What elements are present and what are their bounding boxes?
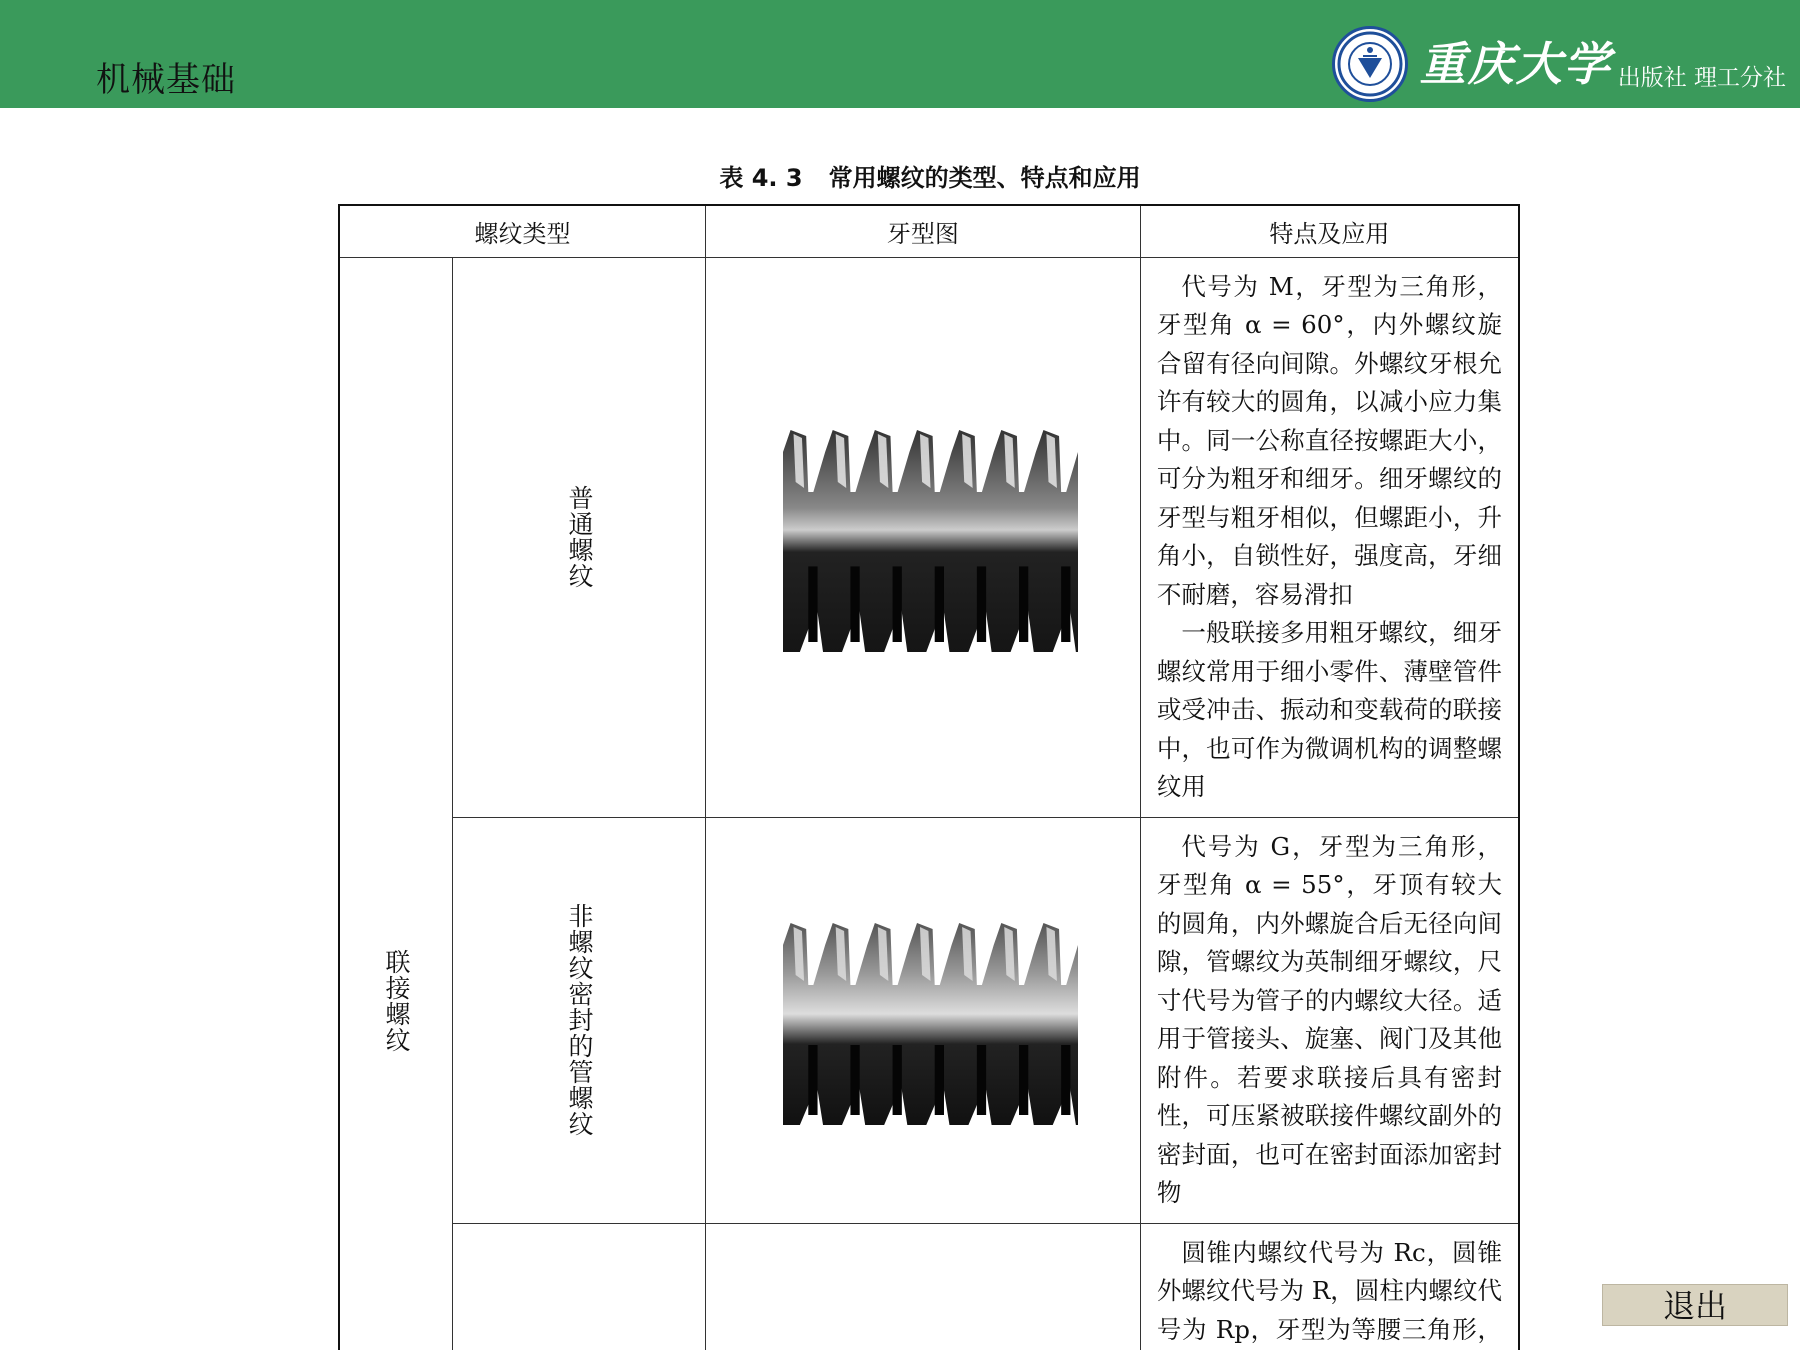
thread-root-shadow — [935, 1045, 944, 1115]
thread-types-table — [338, 204, 1520, 1350]
category-label: 联接螺纹 — [382, 948, 411, 1053]
thread-body-shape — [783, 430, 1078, 652]
figure-cell — [706, 257, 1141, 817]
thread-root-shadow — [850, 566, 859, 642]
thread-type-label: 非螺纹密封的管螺纹 — [565, 903, 594, 1137]
publisher-label: 出版社 理工分社 — [1617, 64, 1786, 91]
thread-root-shadow — [935, 566, 944, 642]
university-logo — [1332, 24, 1786, 104]
thread-root-shadow — [808, 1045, 817, 1115]
table-row — [339, 1223, 1519, 1350]
description-paragraph: 代号为 M，牙型为三角形，牙型角 α = 60°，内外螺纹旋合留有径向间隙。外螺纹牙根允许有较大的圆角，以减小应力集中。同一公称直径按螺距大小，可分为粗牙和细牙。细牙螺纹的牙型与粗牙相似，但螺距小，升角小，自锁性好，强度高，牙细不耐磨，容易滑扣 — [1156, 271, 1502, 609]
description-cell — [1140, 817, 1519, 1223]
thread-profile-image — [733, 895, 1113, 1145]
type-cell — [453, 1223, 706, 1350]
type-cell — [453, 257, 706, 817]
thread-root-shadow — [977, 566, 986, 642]
header-bar — [0, 0, 1800, 108]
thread-root-shadow — [1061, 1045, 1070, 1115]
description-paragraph: 一般联接多用粗牙螺纹，细牙螺纹常用于细小零件、薄壁管件或受冲击、振动和变载荷的联接中，也可作为微调机构的调整螺纹用 — [1156, 618, 1502, 801]
figure-cell — [706, 1223, 1141, 1350]
header-features: 特点及应用 — [1140, 205, 1519, 257]
table-header-row — [339, 205, 1519, 257]
thread-body-shape — [783, 923, 1078, 1125]
description-paragraph: 圆锥内螺纹代号为 Rc，圆锥外螺纹代号为 R，圆柱内螺纹代号为 Rp，牙型为等腰三角形， — [1156, 1237, 1502, 1344]
category-cell — [339, 257, 453, 1350]
table-caption-number: 表 4. 3 — [719, 164, 803, 192]
course-title: 机械基础 — [96, 60, 236, 100]
thread-profile-image — [733, 402, 1113, 672]
thread-root-shadow — [1019, 566, 1028, 642]
thread-root-shadow — [850, 1045, 859, 1115]
figure-cell — [706, 817, 1141, 1223]
description-cell — [1140, 257, 1519, 817]
header-profile-figure: 牙型图 — [706, 205, 1141, 257]
description-cell — [1140, 1223, 1519, 1350]
thread-root-shadow — [808, 566, 817, 642]
thread-root-shadow — [892, 566, 901, 642]
table-caption — [0, 158, 1800, 193]
thread-root-shadow — [1019, 1045, 1028, 1115]
exit-button[interactable]: 退出 — [1602, 1284, 1788, 1326]
thread-root-shadow — [892, 1045, 901, 1115]
thread-type-label: 普通螺纹 — [565, 485, 594, 589]
university-wordmark: 重庆大学 — [1419, 37, 1612, 91]
description-paragraph: 代号为 G，牙型为三角形，牙型角 α = 55°，牙顶有较大的圆角，内外螺旋合后无径向间隙，管螺纹为英制细牙螺纹，尺寸代号为管子的内螺纹大径。适用于管接头、旋塞、阀门及其他附件。若要求联接后具有密封性，可压紧被联接件螺纹副外的密封面，也可在密封面添加密封物 — [1156, 831, 1502, 1207]
table-caption-title: 常用螺纹的类型、特点和应用 — [828, 164, 1141, 192]
type-cell — [453, 817, 706, 1223]
header-thread-type: 螺纹类型 — [339, 205, 706, 257]
table-row — [339, 257, 1519, 817]
thread-root-shadow — [977, 1045, 986, 1115]
table-row — [339, 817, 1519, 1223]
thread-root-shadow — [1061, 566, 1070, 642]
university-seal-icon — [1332, 26, 1408, 102]
